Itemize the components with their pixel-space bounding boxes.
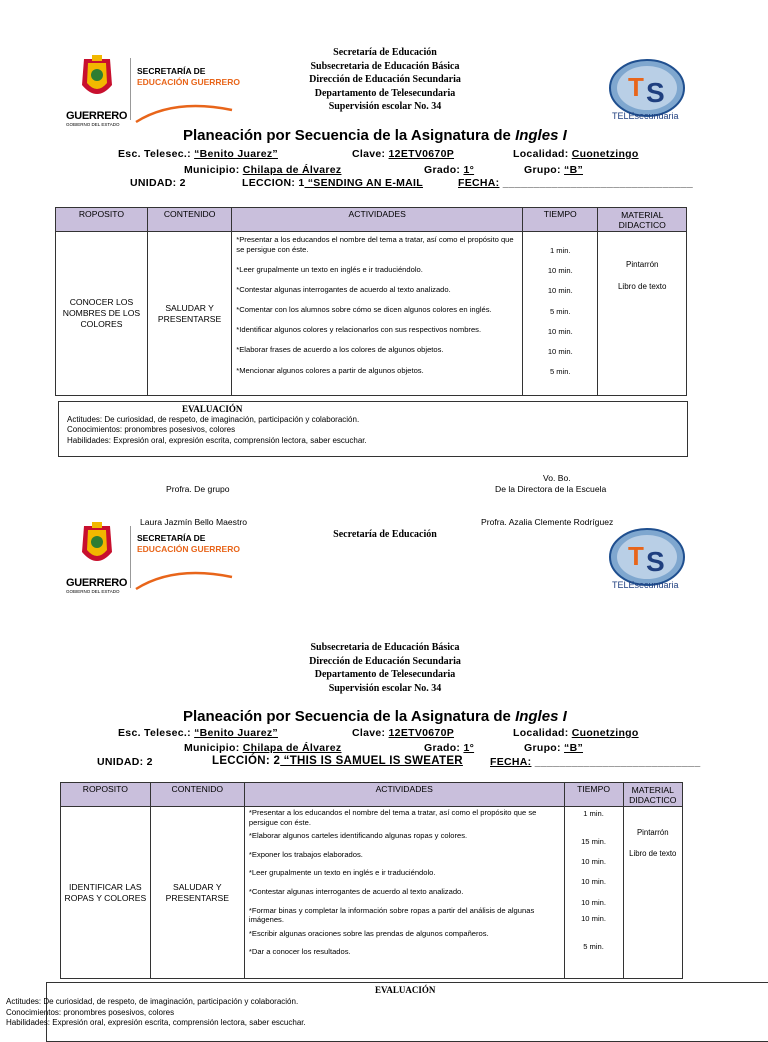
activity-item: *Elaborar frases de acuerdo a los colores de algunos objetos. — [236, 345, 444, 355]
municipio-field — [184, 164, 342, 176]
institution-header-2 — [250, 641, 520, 695]
tiempo-item: 10 min. — [581, 913, 606, 923]
page-title-2 — [183, 708, 567, 725]
grupo-label: Grupo: — [524, 742, 561, 754]
eval-line: Actitudes: De curiosidad, de respeto, de imaginación, participación y colaboración. — [67, 414, 360, 424]
leccion-value: “THIS IS SAMUEL IS SWEATER — [280, 755, 463, 767]
evaluacion-title: EVALUACIÓN — [182, 404, 243, 414]
title-prefix: Planeación por Secuencia de la Asignatura de — [183, 127, 516, 144]
grupo-value: “B” — [564, 164, 583, 176]
esc-value: “Benito Juarez” — [194, 148, 278, 160]
activity-item: *Presentar a los educandos el nombre del tema a tratar, así como el propósito que se persigue con éste. — [248, 808, 537, 827]
activity-item: *Presentar a los educandos el nombre del tema a tratar, así como el propósito que se persigue con éste. — [236, 235, 514, 254]
actividades-cell — [232, 232, 523, 396]
localidad-label: Localidad: — [513, 727, 569, 739]
table-row — [56, 232, 687, 396]
localidad-field — [513, 148, 639, 160]
col-header: CONTENIDO — [150, 783, 244, 807]
municipio-label: Municipio: — [184, 164, 240, 176]
fecha-label: FECHA: — [490, 756, 532, 768]
tiempo-cell — [564, 807, 623, 979]
leccion-field-2 — [212, 755, 463, 767]
leccion-field — [242, 177, 423, 189]
esc-field-2 — [118, 727, 278, 739]
actividades-cell — [244, 807, 564, 979]
tiempo-item: 10 min. — [581, 877, 606, 887]
grado-value: 1° — [463, 164, 475, 176]
lesson-plan-table-1 — [55, 207, 687, 396]
table-header-row — [56, 208, 687, 232]
material-item: Pintarrón — [626, 260, 659, 269]
title-subject: Ingles I — [515, 127, 567, 144]
eval-line: Habilidades: Expresión oral, expresión escrita, comprensión lectora, saber escuchar. — [6, 1018, 306, 1027]
svg-text:T: T — [628, 72, 644, 102]
tiempo-item: 5 min. — [549, 367, 571, 377]
shield-icon — [66, 55, 128, 105]
activity-item: *Contestar algunas interrogantes de acuerdo al texto analizado. — [236, 284, 451, 294]
eval-line: Habilidades: Expresión oral, expresión escrita, comprensión lectora, saber escuchar. — [67, 435, 367, 445]
activity-item: *Leer grupalmente un texto en inglés e ir traduciéndolo. — [236, 264, 423, 274]
svg-text:S: S — [646, 546, 665, 577]
title-subject: Ingles I — [515, 708, 567, 725]
tiempo-item: 1 min. — [549, 246, 571, 255]
fecha-field — [458, 177, 693, 189]
header-line: Supervisión escolar No. 34 — [328, 101, 442, 112]
state-logo-text: GUERRERO — [66, 110, 128, 122]
leccion-label: LECCION: 1 — [242, 177, 305, 189]
col-header: MATERIAL DIDACTICO — [598, 208, 687, 232]
brand-line-2: EDUCACIÓN GUERRERO — [137, 76, 240, 87]
material-cell — [598, 232, 687, 396]
header-line: Dirección de Educación Secundaria — [309, 74, 461, 85]
tiempo-item: 5 min. — [549, 306, 571, 316]
secretaria-brand-2 — [137, 533, 240, 554]
material-item: Libro de texto — [629, 849, 677, 858]
activity-item: *Elaborar algunos carteles identificando algunas ropas y colores. — [248, 831, 468, 840]
col-header: CONTENIDO — [147, 208, 231, 232]
fecha-field-2 — [490, 756, 700, 768]
col-header: ROPOSITO — [56, 208, 148, 232]
secretaria-brand — [137, 66, 240, 87]
esc-label: Esc. Telesec.: — [118, 148, 191, 160]
brand-line-1: SECRETARÍA DE — [137, 533, 206, 543]
clave-value: 12ETV0670P — [388, 727, 455, 739]
clave-value: 12ETV0670P — [388, 148, 455, 160]
tiempo-item: 10 min. — [547, 346, 573, 356]
clave-field-2 — [352, 727, 454, 739]
brand-line-2: EDUCACIÓN GUERRERO — [137, 543, 240, 554]
material-cell — [623, 807, 682, 979]
profra-grupo-label: Profra. De grupo — [166, 484, 230, 494]
clave-field — [352, 148, 454, 160]
grado-field-2 — [424, 742, 474, 754]
tiempo-item: 1 min. — [583, 809, 604, 818]
activity-item: *Comentar con los alumnos sobre cómo se dicen algunos colores en inglés. — [236, 305, 492, 315]
header-line: Departamento de Telesecundaria — [314, 669, 456, 680]
activity-item: *Leer grupalmente un texto en inglés e ir traduciéndolo. — [248, 868, 436, 878]
municipio-value: Chilapa de Álvarez — [242, 164, 342, 176]
tiempo-item: 10 min. — [547, 326, 573, 336]
eval-line: Conocimientos: pronombres posesivos, colores — [6, 1007, 175, 1017]
header-line: Subsecretaria de Educación Básica — [310, 642, 460, 653]
brand-swoosh-icon — [134, 96, 234, 126]
logo-divider — [130, 526, 131, 588]
material-item: Libro de texto — [617, 282, 667, 291]
localidad-value: Cuonetzingo — [571, 148, 639, 160]
fecha-blank: _______________________________ — [502, 177, 694, 189]
grupo-value: “B” — [564, 742, 583, 754]
esc-value: “Benito Juarez” — [194, 727, 278, 739]
lesson-plan-table-2 — [60, 782, 683, 979]
evaluacion-title: EVALUACIÓN — [375, 985, 436, 995]
eval-line: Actitudes: De curiosidad, de respeto, de imaginación, participación y colaboración. — [6, 997, 299, 1006]
col-header: ACTIVIDADES — [244, 783, 564, 807]
grado-field — [424, 164, 474, 176]
directora-label: De la Directora de la Escuela — [495, 484, 607, 494]
tv-globe-icon — [608, 58, 686, 118]
tv-globe-icon — [608, 527, 686, 587]
eval-line: Conocimientos: pronombres posesivos, colores — [67, 425, 236, 434]
guerrero-state-logo — [66, 55, 128, 127]
brand-line-1: SECRETARÍA DE — [137, 66, 206, 76]
proposito-cell: CONOCER LOS NOMBRES DE LOS COLORES — [56, 232, 148, 396]
vobo-label: Vo. Bo. — [543, 473, 571, 483]
telesecundaria-logo — [608, 58, 688, 123]
header-line-first: Secretaría de Educación — [333, 529, 437, 540]
tiempo-cell — [523, 232, 598, 396]
state-logo-subtext: GOBIERNO DEL ESTADO — [66, 589, 120, 594]
unidad-field: UNIDAD: 2 — [130, 177, 186, 189]
evaluacion-box-1 — [58, 401, 688, 457]
leccion-value: “SENDING AN E-MAIL — [304, 177, 423, 189]
teacher-name: Laura Jazmín Bello Maestro — [140, 517, 247, 527]
state-logo-subtext: GOBIERNO DEL ESTADO — [66, 122, 120, 127]
page-title — [183, 127, 567, 144]
tele-logo-text: TELEsecundaria — [612, 111, 679, 121]
grado-label: Grado: — [424, 164, 461, 176]
institution-header — [250, 46, 520, 114]
header-line: Supervisión escolar No. 34 — [328, 682, 442, 694]
svg-text:S: S — [646, 77, 665, 108]
header-line: Secretaría de Educación — [333, 47, 437, 58]
clave-label: Clave: — [352, 148, 386, 160]
tiempo-item: 5 min. — [583, 941, 604, 951]
municipio-label: Municipio: — [184, 742, 240, 754]
director-name: Profra. Azalia Clemente Rodríguez — [481, 517, 614, 527]
fecha-blank: ___________________________ — [534, 756, 701, 768]
fecha-label: FECHA: — [458, 177, 500, 189]
grupo-field — [524, 164, 583, 176]
activity-item: *Identificar algunos colores y relacionarlos con sus respectivos nombres. — [236, 325, 482, 335]
esc-label: Esc. Telesec.: — [118, 727, 191, 739]
col-header: ROPOSITO — [61, 783, 151, 807]
activity-item: *Formar binas y completar la información sobre ropas a partir del análisis de algunas imágenes. — [248, 905, 535, 925]
grupo-field-2 — [524, 742, 583, 754]
brand-swoosh-icon — [134, 563, 234, 593]
grado-label: Grado: — [424, 742, 461, 754]
activity-item: *Contestar algunas interrogantes de acuerdo al texto analizado. — [248, 887, 464, 897]
activity-item: *Dar a conocer los resultados. — [248, 947, 351, 957]
activity-item: *Exponer los trabajos elaborados. — [248, 849, 363, 859]
localidad-value: Cuonetzingo — [571, 727, 639, 739]
municipio-value: Chilapa de Álvarez — [242, 742, 342, 754]
col-header: ACTIVIDADES — [232, 208, 523, 232]
header-line: Dirección de Educación Secundaria — [309, 655, 461, 667]
col-header: MATERIAL DIDACTICO — [623, 783, 682, 807]
activity-item: *Escribir algunas oraciones sobre las prendas de algunos compañeros. — [248, 928, 489, 938]
table-header-row — [61, 783, 683, 807]
municipio-field-2 — [184, 742, 342, 754]
shield-icon — [66, 522, 128, 572]
logo-divider — [130, 58, 131, 120]
tiempo-item: 10 min. — [547, 286, 573, 296]
tiempo-item: 10 min. — [547, 266, 573, 276]
col-header: TIEMPO — [564, 783, 623, 807]
grupo-label: Grupo: — [524, 164, 561, 176]
unidad-field-2: UNIDAD: 2 — [97, 756, 153, 768]
grado-value: 1° — [463, 742, 475, 754]
contenido-cell: SALUDAR Y PRESENTARSE — [147, 232, 231, 396]
table-row — [61, 807, 683, 979]
material-item: Pintarrón — [636, 828, 669, 837]
proposito-cell: IDENTIFICAR LAS ROPAS Y COLORES — [61, 807, 151, 979]
activity-item: *Mencionar algunos colores a partir de algunos objetos. — [236, 365, 424, 375]
tiempo-item — [565, 957, 623, 977]
state-logo-text: GUERRERO — [66, 577, 128, 589]
header-line: Departamento de Telesecundaria — [314, 87, 456, 99]
svg-text:T: T — [628, 541, 644, 571]
clave-label: Clave: — [352, 727, 386, 739]
header-line: Subsecretaria de Educación Básica — [310, 60, 460, 72]
title-prefix: Planeación por Secuencia de la Asignatura de — [183, 708, 516, 725]
leccion-label: LECCIÓN: 2 — [212, 755, 281, 767]
localidad-field-2 — [513, 727, 639, 739]
esc-field — [118, 148, 278, 160]
guerrero-state-logo-2 — [66, 522, 128, 594]
tiempo-item: 10 min. — [581, 897, 606, 907]
tiempo-item: 10 min. — [581, 857, 606, 867]
contenido-cell: SALUDAR Y PRESENTARSE — [150, 807, 244, 979]
tiempo-item: 15 min. — [581, 837, 606, 846]
tele-logo-text: TELEsecundaria — [612, 580, 679, 590]
telesecundaria-logo-2 — [608, 527, 688, 592]
col-header: TIEMPO — [523, 208, 598, 232]
localidad-label: Localidad: — [513, 148, 569, 160]
